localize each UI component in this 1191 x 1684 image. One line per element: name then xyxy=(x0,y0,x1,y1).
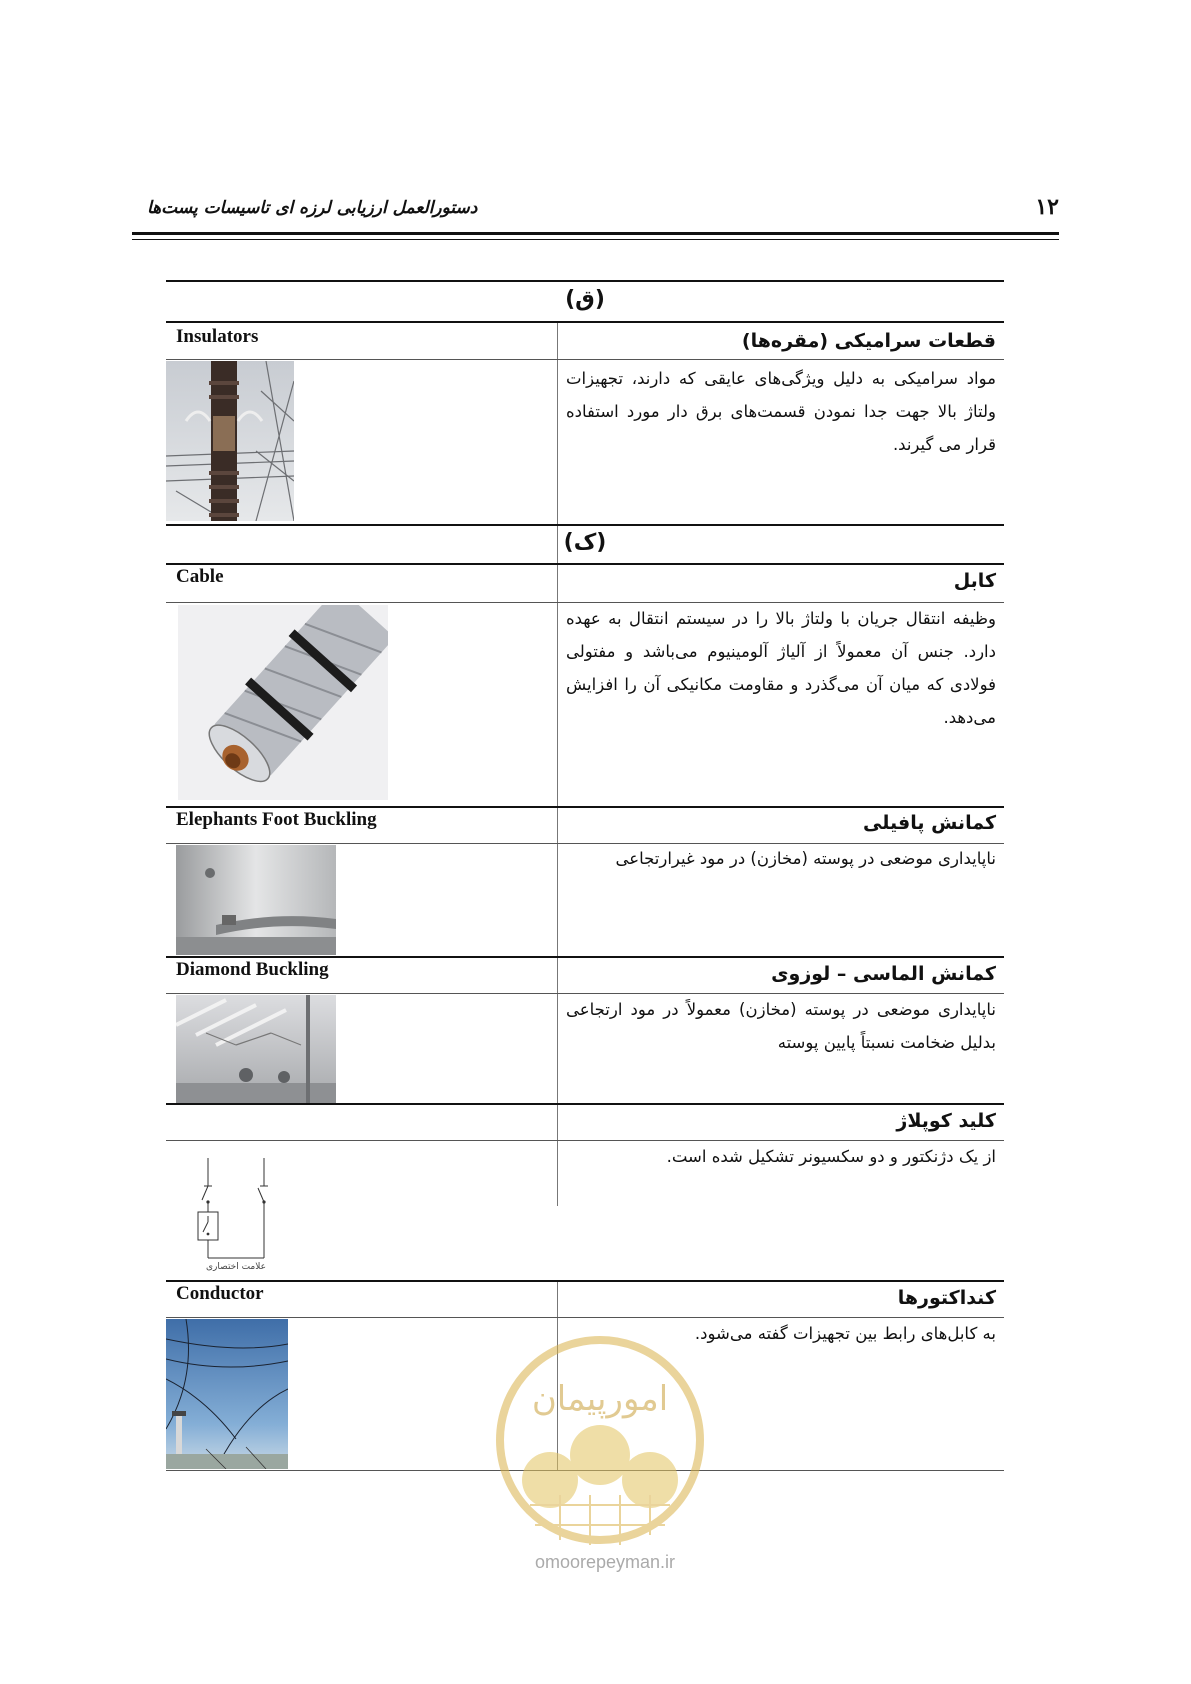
entry-persian-term: کابل xyxy=(953,570,996,592)
entry-english-term: Elephants Foot Buckling xyxy=(176,809,377,830)
watermark-logo xyxy=(490,1330,710,1560)
entry-english-term: Cable xyxy=(176,566,224,587)
entry-description: وظیفه انتقال جریان با ولتاژ بالا را در سیستم انتقال به عهده دارد. جنس آن معمولاً از آلیاژ آلومینیوم می‌باشد و مفتولی فولادی که میان آن می‌گذرد و مقاومت مکانیکی آن را افزایش می‌دهد. xyxy=(566,609,996,727)
entry-description: به کابل‌های رابط بین تجهیزات گفته می‌شود. xyxy=(694,1324,996,1343)
diamond-buckling-photo xyxy=(176,995,336,1103)
entry-persian-term: کمانش پافیلی xyxy=(863,812,996,834)
column-divider xyxy=(557,808,558,1206)
entry-persian-term: قطعات سرامیکی (مقره‌ها) xyxy=(741,330,996,352)
table-rule xyxy=(166,524,1004,526)
entry-persian-term: کمانش الماسی – لوزوی xyxy=(771,963,996,985)
table-rule xyxy=(166,280,1004,282)
entry-persian-term: کنداکتورها xyxy=(897,1287,996,1309)
entry-description: از یک دژنکتور و دو سکسیونر تشکیل شده است. xyxy=(666,1147,996,1166)
table-rule xyxy=(166,1280,1004,1282)
table-rule xyxy=(166,1103,1004,1105)
entry-english-term: Diamond Buckling xyxy=(176,959,329,980)
watermark-logo-text: امورپیمان xyxy=(531,1379,669,1419)
entry-persian-term: کلید کوپلاژ xyxy=(896,1110,996,1132)
table-rule xyxy=(166,956,1004,958)
diagram-caption: علامت اختصاری xyxy=(206,1262,266,1272)
table-rule xyxy=(166,359,1004,360)
header-rule-thick xyxy=(132,232,1059,235)
conductor-photo xyxy=(166,1319,288,1469)
coupling-switch-diagram xyxy=(196,1158,276,1276)
watermark-url: omoorepeyman.ir xyxy=(534,1552,676,1572)
entry-description: ناپایداری موضعی در پوسته (مخازن) در مود غیرارتجاعی xyxy=(615,849,996,868)
header-title: دستورالعمل ارزیابی لرزه ای تاسیسات پست‌ها xyxy=(147,198,478,218)
table-rule xyxy=(166,563,1004,565)
cable-photo xyxy=(178,605,388,800)
entry-english-term: Conductor xyxy=(176,1283,264,1304)
section-letter: (ک) xyxy=(563,530,607,555)
section-letter: (ق) xyxy=(565,287,605,312)
table-rule xyxy=(166,321,1004,323)
insulator-photo xyxy=(166,361,294,521)
header-rule-thin xyxy=(132,239,1059,240)
elephant-foot-photo xyxy=(176,845,336,955)
entry-english-term: Insulators xyxy=(176,326,259,347)
entry-description: مواد سرامیکی به دلیل ویژگی‌های عایقی که دارند، تجهیزات ولتاژ بالا جهت جدا نمودن قسمت‌های برق دار مورد استفاده قرار می گیرند. xyxy=(566,369,996,454)
page-number: ۱۲ xyxy=(1035,194,1059,220)
table-rule xyxy=(166,806,1004,808)
entry-description: ناپایداری موضعی در پوسته (مخازن) معمولاً در مود ارتجاعی بدلیل ضخامت نسبتاً پایین پوسته xyxy=(566,1000,996,1052)
